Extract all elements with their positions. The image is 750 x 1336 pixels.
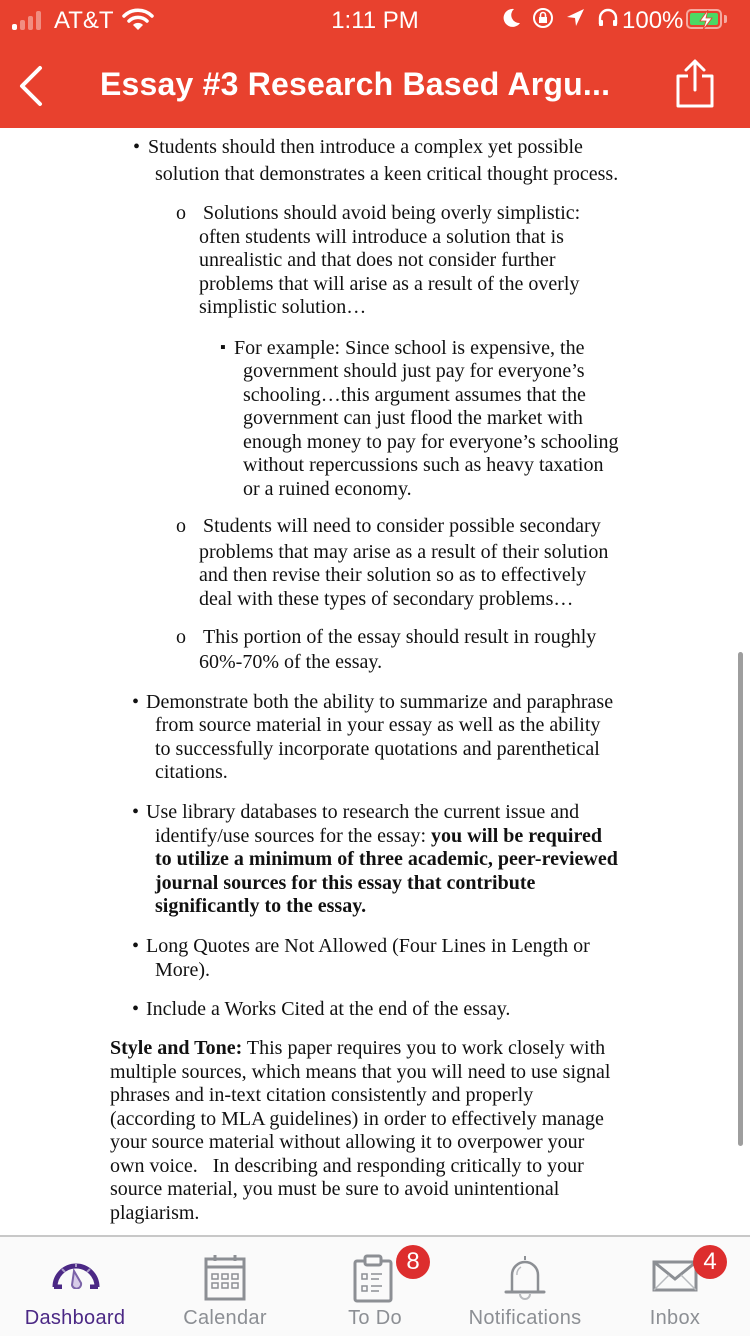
text-line: Long Quotes are Not Allowed (Four Lines in Length or <box>146 935 590 957</box>
bullet-marker: • <box>132 935 140 957</box>
bullet-marker: • <box>133 136 141 158</box>
tab-label: Calendar <box>183 1307 267 1329</box>
text-line: problems that may arise as a result of their solution <box>199 541 609 563</box>
text-line <box>155 825 602 849</box>
text-line: government can just flood the market with <box>243 407 583 429</box>
document-viewer[interactable] <box>0 128 750 1236</box>
text-line: Students should then introduce a complex yet possible <box>148 136 583 158</box>
circle-marker: o <box>176 202 186 224</box>
status-bar <box>0 0 750 40</box>
tab-calendar[interactable] <box>150 1237 300 1336</box>
nav-bar <box>0 52 750 122</box>
location-icon <box>564 6 586 30</box>
calendar-icon <box>203 1253 247 1301</box>
text-line: plagiarism. <box>110 1202 200 1224</box>
inbox-badge: 4 <box>693 1245 727 1279</box>
bold-text: you will be required <box>431 825 602 847</box>
text-line: 60%-70% of the essay. <box>199 651 383 673</box>
tab-label: Notifications <box>468 1307 582 1329</box>
text-line: deal with these types of secondary problems… <box>199 588 574 610</box>
text-span: identify/use sources for the essay: <box>155 825 432 847</box>
envelope-icon <box>652 1259 698 1293</box>
bold-text-line: journal sources for this essay that contribute <box>155 872 536 894</box>
page-title: Essay #3 Research Based Argu... <box>100 66 611 102</box>
text-line: multiple sources, which means that you will need to use signal <box>110 1061 611 1083</box>
text-line: often students will introduce a solution that is <box>199 226 564 248</box>
text-line: Students will need to consider possible secondary <box>203 515 601 537</box>
bullet-marker: • <box>132 801 140 823</box>
text-line: from source material in your essay as well as the ability <box>155 714 601 736</box>
scrollbar[interactable] <box>738 652 743 1146</box>
section-heading: Style and Tone: <box>110 1037 243 1059</box>
text-line: More). <box>155 959 210 981</box>
text-line: without repercussions such as heavy taxation <box>243 454 604 476</box>
rotation-lock-icon <box>532 6 554 30</box>
text-line: phrases and in-text citation consistently and properly <box>110 1084 534 1106</box>
text-line: schooling…this argument assumes that the <box>243 384 586 406</box>
text-line: (according to MLA guidelines) in order to effectively manage <box>110 1108 604 1130</box>
share-icon[interactable] <box>674 58 716 110</box>
text-line: For example: Since school is expensive, the <box>234 337 585 359</box>
tab-dashboard[interactable] <box>0 1237 150 1336</box>
headphones-icon <box>596 6 620 30</box>
circle-marker: o <box>176 515 186 537</box>
text-line: Use library databases to research the current issue and <box>146 801 580 823</box>
text-line: source material, you must be sure to avoid unintentional <box>110 1178 560 1200</box>
text-line: government should just pay for everyone’s <box>243 360 585 382</box>
text-line: or a ruined economy. <box>243 478 412 500</box>
text-line: to successfully incorporate quotations and parenthetical <box>155 738 600 760</box>
bold-text-line: significantly to the essay. <box>155 895 367 917</box>
text-line: problems that will arise as a result of the overly <box>199 273 580 295</box>
text-span: This paper requires you to work closely with <box>242 1037 606 1059</box>
tab-label: Inbox <box>649 1307 701 1329</box>
text-line: and then revise their solution so as to effectively <box>199 564 587 586</box>
todo-badge: 8 <box>396 1245 430 1279</box>
text-line: enough money to pay for everyone’s schooling <box>243 431 619 453</box>
text-line: This portion of the essay should result in roughly <box>203 626 597 648</box>
tab-todo[interactable] <box>300 1237 450 1336</box>
tab-label: To Do <box>348 1307 402 1329</box>
text-line: your source material without allowing it to overpower your <box>110 1131 585 1153</box>
text-line: unrealistic and that does not consider further <box>199 249 556 271</box>
carrier-label: AT&T <box>54 7 114 34</box>
bullet-marker: • <box>132 691 140 713</box>
back-button[interactable] <box>16 64 46 108</box>
text-line: Demonstrate both the ability to summarize and paraphrase <box>146 691 614 713</box>
text-line: citations. <box>155 761 228 783</box>
tab-notifications[interactable] <box>450 1237 600 1336</box>
bell-icon <box>501 1253 549 1303</box>
dashboard-gauge-icon <box>50 1255 102 1289</box>
battery-charging-icon <box>686 9 722 29</box>
bold-text-line: to utilize a minimum of three academic, peer-reviewed <box>155 848 618 870</box>
battery-percent: 100% <box>622 7 684 34</box>
clipboard-checklist-icon <box>352 1253 396 1303</box>
moon-icon <box>500 6 522 30</box>
text-line: simplistic solution… <box>199 296 367 318</box>
clock: 1:11 PM <box>331 7 419 34</box>
text-line: Include a Works Cited at the end of the essay. <box>146 998 511 1020</box>
text-line <box>110 1037 605 1061</box>
app-header <box>0 0 750 128</box>
text-line: solution that demonstrates a keen critical thought process. <box>155 163 619 185</box>
circle-marker: o <box>176 626 186 648</box>
bullet-marker: • <box>132 998 140 1020</box>
tab-label: Dashboard <box>24 1307 126 1329</box>
text-line: Solutions should avoid being overly simplistic: <box>203 202 581 224</box>
square-marker: ▪ <box>220 339 226 356</box>
text-line: own voice. In describing and responding critically to your <box>110 1155 584 1177</box>
tab-bar <box>0 1235 750 1336</box>
tab-inbox[interactable] <box>600 1237 750 1336</box>
